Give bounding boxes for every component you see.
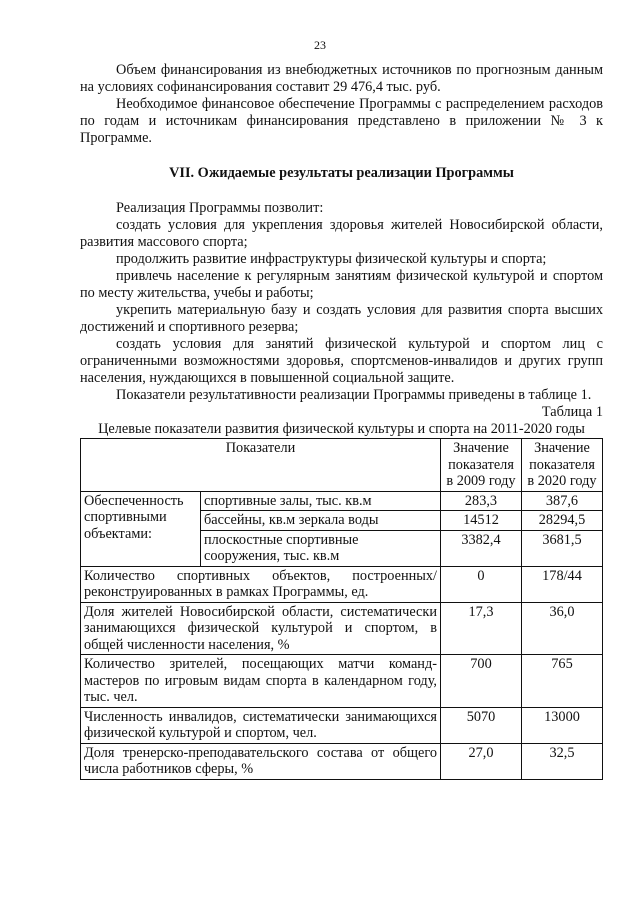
value-2020: 32,5	[522, 743, 603, 779]
value-2009: 3382,4	[441, 530, 522, 566]
value-2009: 17,3	[441, 602, 522, 655]
row-name: Численность инвалидов, систематически занимающихся физической культурой и спортом, чел.	[81, 707, 441, 743]
result-item: привлечь население к регулярным занятиям физической культурой и спортом по месту жительства, учебы и работы;	[80, 268, 603, 301]
table-header-row	[81, 439, 603, 492]
table-row	[81, 743, 603, 779]
result-item: укрепить материальную базу и создать условия для развития спорта высших достижений и спортивного резерва;	[80, 302, 603, 335]
value-2009: 27,0	[441, 743, 522, 779]
value-2020: 28294,5	[522, 511, 603, 531]
result-item: создать условия для занятий физической культурой и спортом лиц с ограниченными возможностями здоровья, спортсменов-инвалидов и других групп населения, нуждающихся в повышенной социальной защите.	[80, 336, 603, 386]
value-2020: 178/44	[522, 566, 603, 602]
value-2020: 3681,5	[522, 530, 603, 566]
section-heading: VII. Ожидаемые результаты реализации Программы	[169, 165, 514, 181]
row-name: Доля тренерско-преподавательского состава от общего числа работников сферы, %	[81, 743, 441, 779]
value-2009: 0	[441, 566, 522, 602]
table-label: Таблица 1	[541, 404, 603, 420]
results-closing: Показатели результативности реализации Программы приведены в таблице 1.	[116, 387, 592, 403]
indicators-table	[80, 438, 603, 780]
table-row	[81, 602, 603, 655]
value-2020: 387,6	[522, 491, 603, 511]
row-name: Доля жителей Новосибирской области, систематически занимающихся физической культурой и спортом, в общей численности населения, %	[81, 602, 441, 655]
header-value-2009: Значение показателя в 2009 году	[441, 439, 522, 492]
page-number: 23	[314, 38, 326, 52]
table-row	[81, 707, 603, 743]
row-name: плоскостные спортивные сооружения, тыс. кв.м	[201, 530, 441, 566]
value-2009: 5070	[441, 707, 522, 743]
result-item: продолжить развитие инфраструктуры физической культуры и спорта;	[116, 251, 547, 267]
value-2020: 13000	[522, 707, 603, 743]
table-caption: Целевые показатели развития физической культуры и спорта на 2011-2020 годы	[98, 421, 585, 437]
table-row	[81, 491, 603, 511]
value-2020: 765	[522, 655, 603, 708]
value-2009: 14512	[441, 511, 522, 531]
paragraph-financial-support: Необходимое финансовое обеспечение Программы с распределением расходов по годам и источникам финансирования представлено в приложении № 3 к Программе.	[80, 96, 603, 146]
value-2009: 283,3	[441, 491, 522, 511]
header-value-2020: Значение показателя в 2020 году	[522, 439, 603, 492]
results-intro: Реализация Программы позволит:	[116, 200, 324, 216]
header-indicator: Показатели	[81, 439, 441, 492]
row-name: бассейны, кв.м зеркала воды	[201, 511, 441, 531]
row-name: Количество зрителей, посещающих матчи команд-мастеров по игровым видам спорта в календарном году, тыс. чел.	[81, 655, 441, 708]
value-2009: 700	[441, 655, 522, 708]
table-row	[81, 655, 603, 708]
row-name: Количество спортивных объектов, построенных/ реконструированных в рамках Программы, ед.	[81, 566, 441, 602]
document-body	[80, 62, 603, 780]
paragraph-financing: Объем финансирования из внебюджетных источников по прогнозным данным на условиях софинансирования составит 29 476,4 тыс. руб.	[80, 62, 603, 95]
group-label: Обеспеченность спортивными объектами:	[81, 491, 201, 566]
table-row	[81, 566, 603, 602]
row-name: спортивные залы, тыс. кв.м	[201, 491, 441, 511]
value-2020: 36,0	[522, 602, 603, 655]
result-item: создать условия для укрепления здоровья жителей Новосибирской области, развития массового спорта;	[80, 217, 603, 250]
